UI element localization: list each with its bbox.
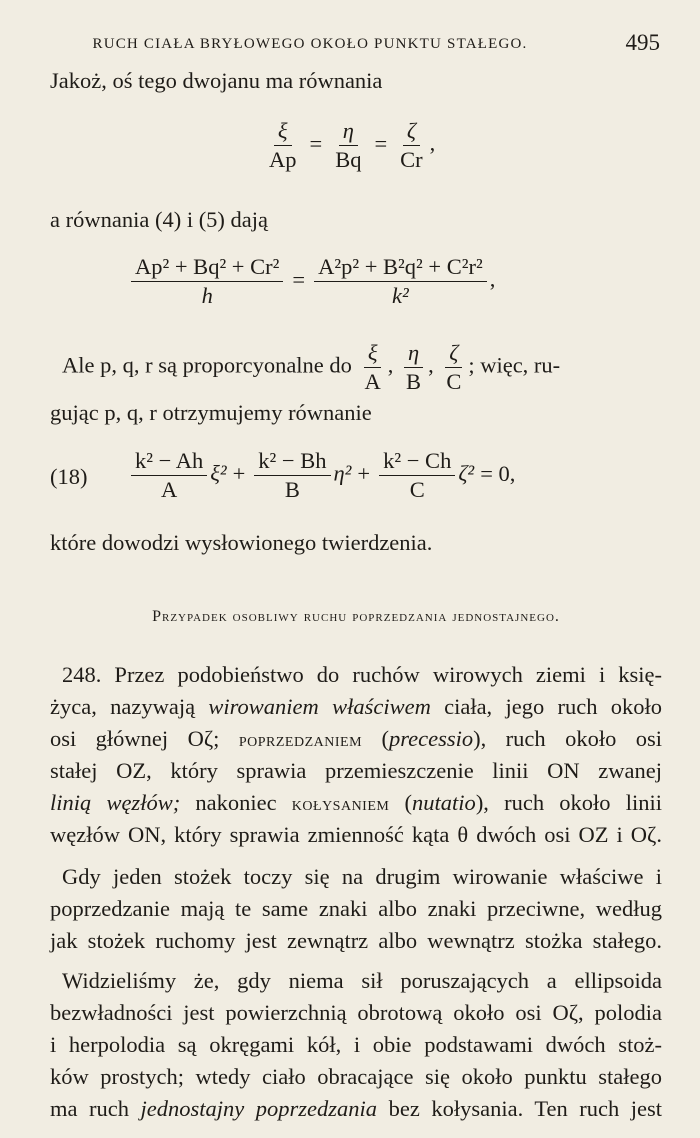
text-line: Gdy jeden stożek toczy się na drugim wirowanie właściwe i xyxy=(62,864,662,889)
text-line: jak stożek ruchomy jest zewnątrz albo wewnątrz stożka stałego. xyxy=(50,928,662,953)
text-line: stałej OZ, który sprawia przemieszczenie linii ON zwanej xyxy=(50,758,662,783)
equation-18: $\frac{\text{k² − Ah}}{A}$ ξ² + $\frac{\text{k² − Bh}}{B}$ η² + $\frac{\text{k² − Ch}}{C}$ ζ² = 0, xyxy=(128,448,515,503)
equation-number: (18) xyxy=(50,464,88,489)
text-line: węzłów ON, który sprawia zmienność kąta θ dwóch osi OZ i Oζ. xyxy=(50,822,662,847)
text-line-proportional: Ale p, q, r są proporcyonalne do $\frac{\xi}{A}$ , $\frac{\eta}{B}$ , $\frac{\zeta}{C}$ ; więc, ru- xyxy=(62,340,561,394)
page-number: 495 xyxy=(625,30,660,55)
section-heading: Przypadek osobliwy ruchu poprzedzania jednostajnego. xyxy=(152,608,560,625)
equation-axis: $\frac{\xi}{Ap}$ = $\frac{\eta}{Bq}$ = $\frac{\zeta}{Cr}$ , xyxy=(269,118,436,172)
text-line: bezwładności jest powierzchnią obrotową około osi Oζ, polodia xyxy=(50,1000,662,1025)
page-header xyxy=(50,30,660,60)
text-line: Jakoż, oś tego dwojanu ma równania xyxy=(50,68,383,93)
text-line: Widzieliśmy że, gdy niema sił poruszających a ellipsoida xyxy=(62,968,662,993)
running-title: RUCH CIAŁA BRYŁOWEGO OKOŁO PUNKTU STAŁEGO. xyxy=(92,36,528,52)
text-line: które dowodzi wysłowionego twierdzenia. xyxy=(50,530,433,555)
text-line: i herpolodia są okręgami kół, i obie podstawami dwóch stoż- xyxy=(50,1032,662,1057)
text-line: ma ruch jednostajny poprzedzania bez kołysania. Ten ruch jest xyxy=(50,1096,663,1121)
text-line: 248. Przez podobieństwo do ruchów wirowych ziemi i księ- xyxy=(62,662,662,687)
text-line: linią węzłów; nakoniec kołysaniem (nutatio), ruch około linii xyxy=(50,790,662,815)
text-line: ków prostych; wtedy ciało obracające się około punktu stałego xyxy=(50,1064,662,1089)
text-line: życa, nazywają wirowaniem właściwem ciała, jego ruch około xyxy=(50,694,663,719)
text-line: a równania (4) i (5) dają xyxy=(50,207,269,232)
text-line: osi głównej Oζ; poprzedzaniem (precessio), ruch około osi xyxy=(50,726,663,751)
equation-energy: $\frac{\text{Ap² + Bq² + Cr²}}{h}$ = $\frac{\text{A²p² + B²q² + C²r²}}{\text{k²}}$ , xyxy=(128,254,495,309)
text-line: poprzedzanie mają te same znaki albo znaki przeciwne, według xyxy=(50,896,662,921)
text-line: gując p, q, r otrzymujemy równanie xyxy=(50,400,372,425)
